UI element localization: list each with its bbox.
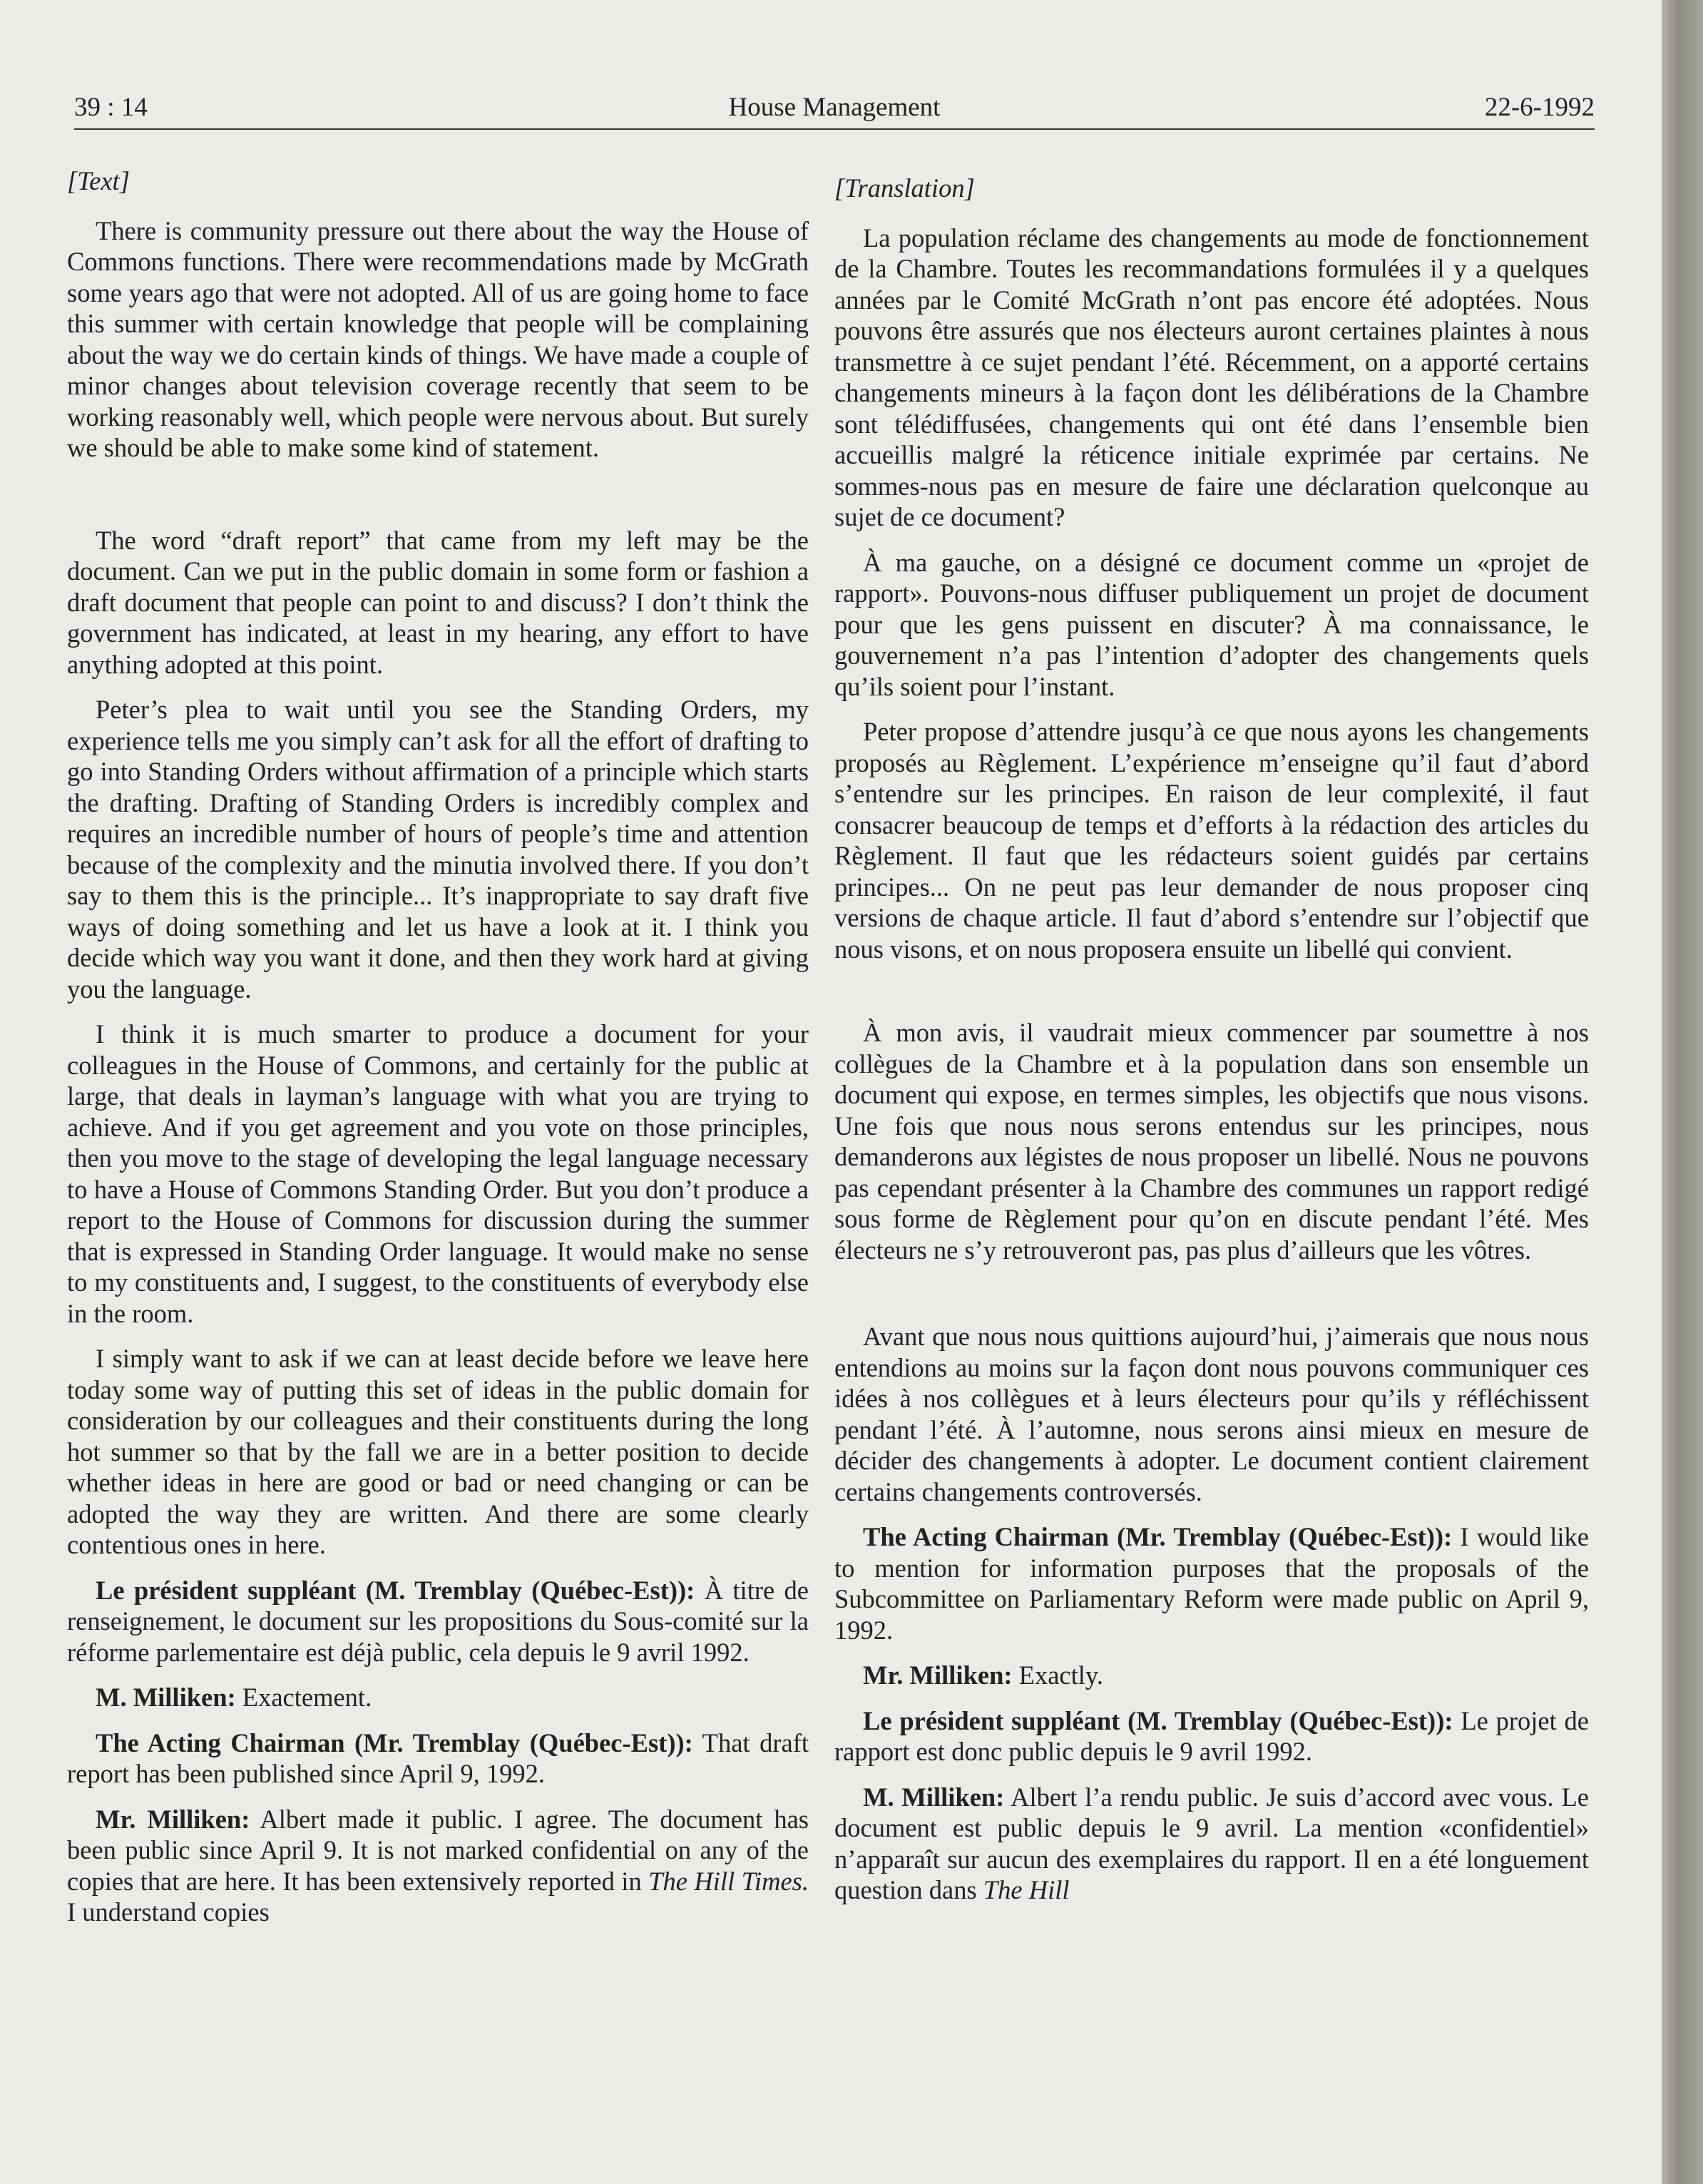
speaker-paragraph	[834, 1521, 1589, 1645]
speaker-name: The Acting Chairman (Mr. Tremblay (Québec-Est)):	[96, 1728, 693, 1757]
speech-text: Albert made it public. I agree. The document has been public since April 9. It is not marked confidential on any of the copies that are here. It has been extensively reported in	[67, 1804, 809, 1896]
speech-text: Exactly.	[1012, 1660, 1103, 1690]
speaker-name: Mr. Milliken:	[96, 1804, 250, 1834]
paragraph: There is community pressure out there about the way the House of Commons functions. There were recommendations made by McGrath some years ago that were not adopted. All of us are going home to face this summer with certain knowledge that people will be complaining about the way we do certain kinds of things. We have made a couple of minor changes about television coverage recently that seem to be working reasonably well, which people were nervous about. But surely we should be able to make some kind of statement.	[67, 215, 809, 462]
paragraph: I simply want to ask if we can at least decide before we leave here today some way of putting this set of ideas in the public domain for consideration by our colleagues and their constituents during the long hot summer so that by the fall we are in a better position to decide whether ideas in here are good or bad or need changing or can be adopted the way they are written. And there are some clearly contentious ones in here.	[67, 1344, 809, 1559]
speech-text: À titre de renseignement, le document sur les propositions du Sous-comité sur la réforme parlementaire est déjà public, cela depuis le 9 avril 1992.	[67, 1575, 809, 1667]
paragraph: I think it is much smarter to produce a document for your colleagues in the House of Commons, and certainly for the public at large, that deals in layman’s language with what you are trying to achieve. And if you get agreement and you vote on those principles, then you move to the stage of developing the legal language necessary to have a House of Commons Standing Order. But you don’t produce a report to the House of Commons for discussion during the summer that is expressed in Standing Order language. It would make no sense to my constituents and, I suggest, to the constituents of everybody else in the room.	[67, 1019, 809, 1328]
speaker-name: M. Milliken:	[96, 1683, 236, 1712]
speaker-paragraph	[67, 1728, 809, 1790]
paragraph: Avant que nous nous quittions aujourd’hui, j’aimerais que nous nous entendions au moins sur la façon dont nous pouvons communiquer ces idées à nos collègues et à leurs électeurs pour qu’ils y réfléchissent pendant l’été. À l’automne, nous serons ainsi mieux en mesure de décider des changements à adopter. Le document contient clairement certains changements controversés.	[834, 1322, 1589, 1506]
speaker-name: The Acting Chairman (Mr. Tremblay (Québec-Est)):	[863, 1522, 1453, 1551]
speech-text: I would like to mention for information purposes that the proposals of the Subcommittee on Parliamentary Reform were made public on April 9, 1992.	[834, 1522, 1589, 1645]
speech-text: Exactement.	[235, 1683, 372, 1712]
speaker-paragraph	[67, 1682, 809, 1713]
speaker-paragraph	[67, 1575, 809, 1668]
page-number: 39 : 14	[74, 93, 148, 122]
speech-text: Le projet de rapport est donc public depuis le 9 avril 1992.	[834, 1705, 1589, 1766]
speech-text: Albert l’a rendu public. Je suis d’accord avec vous. Le document est public depuis le 9 avril. La mention «confidentiel» n’apparaît sur aucun des exemplaires du rapport. Il en a été longuement question dans	[834, 1782, 1589, 1904]
paragraph: Peter propose d’attendre jusqu’à ce que nous ayons les changements proposés au Règlement. L’expérience m’enseigne qu’il faut d’abord s’entendre sur les principes. En raison de leur complexité, il faut consacrer beaucoup de temps et d’efforts à la rédaction des articles du Règlement. Il faut que les rédacteurs soient guidés par certains principes... On ne peut pas leur demander de nous proposer cinq versions de chaque article. Il faut d’abord s’entendre sur l’objectif que nous visons, et on nous proposera ensuite un libellé qui convient.	[834, 717, 1589, 964]
paragraph: À mon avis, il vaudrait mieux commencer par soumettre à nos collègues de la Chambre et à la population dans son ensemble un document qui expose, en termes simples, les objectifs que nous visons. Une fois que nous nous serons entendus sur les principes, nous demanderons aux légistes de nous proposer un libellé. Nous ne pouvons pas cependant présenter à la Chambre des communes un rapport redigé sous forme de Règlement pour qu’on en discute pendant l’été. Mes électeurs ne s’y retrouveront pas, pas plus d’ailleurs que les vôtres.	[834, 1018, 1589, 1265]
publication-title: The Hill	[983, 1875, 1070, 1904]
paragraph: The word “draft report” that came from my left may be the document. Can we put in the public domain in some form or fashion a draft document that people can point to and discuss? I don’t think the government has indicated, at least in my hearing, any effort to have anything adopted at this point.	[67, 525, 809, 679]
running-title: House Management	[728, 93, 941, 122]
paragraph: Peter’s plea to wait until you see the Standing Orders, my experience tells me you simply can’t ask for all the effort of drafting to go into Standing Orders without affirmation of a principle which starts the drafting. Drafting of Standing Orders is incredibly complex and requires an incredible number of hours of people’s time and attention because of the complexity and the minutia involved there. If you don’t say to them this is the principle... It’s inappropriate to say draft five ways of doing something and let us have a look at it. I think you decide which way you want it done, and then they work hard at giving you the language.	[67, 695, 809, 1004]
speaker-paragraph	[834, 1782, 1589, 1906]
speech-text: That draft report has been published since April 9, 1992.	[67, 1728, 809, 1788]
binding-gutter	[1662, 0, 1703, 2184]
speaker-name: Mr. Milliken:	[863, 1660, 1013, 1690]
text-label: [Text]	[67, 166, 130, 195]
speaker-paragraph	[834, 1705, 1589, 1767]
speaker-paragraph	[67, 1804, 809, 1928]
english-column	[67, 165, 809, 1942]
speaker-paragraph	[834, 1660, 1589, 1691]
speaker-name: M. Milliken:	[863, 1782, 1005, 1812]
speech-text: I understand copies	[67, 1897, 270, 1927]
header-date: 22-6-1992	[1484, 93, 1595, 122]
translation-label: [Translation]	[834, 173, 975, 203]
french-column	[834, 173, 1589, 1920]
paragraph: À ma gauche, on a désigné ce document comme un «projet de rapport». Pouvons-nous diffuser publiquement un projet de document pour que les gens puissent en discuter? À ma connaissance, le gouvernement n’a pas l’intention d’adopter des changements quels qu’ils soient pour l’instant.	[834, 547, 1589, 701]
speaker-name: Le président suppléant (M. Tremblay (Québec-Est)):	[96, 1575, 695, 1605]
speaker-name: Le président suppléant (M. Tremblay (Québec-Est)):	[863, 1705, 1453, 1735]
publication-title: The Hill Times.	[648, 1866, 809, 1896]
paragraph: La population réclame des changements au mode de fonctionnement de la Chambre. Toutes les recommandations formulées il y a quelques années par le Comité McGrath n’ont pas encore été adoptées. Nous pouvons être assurés que nos électeurs auront certaines plaintes à nous transmettre à ce sujet pendant l’été. Récemment, on a apporté certains changements mineurs à la façon dont les délibérations de la Chambre sont télédiffusées, changements qui ont été dans l’ensemble bien accueillis malgré la réticence initiale exprimée par certains. Ne sommes-nous pas en mesure de faire une déclaration quelconque au sujet de ce document?	[834, 223, 1589, 531]
page-header	[74, 84, 1595, 130]
